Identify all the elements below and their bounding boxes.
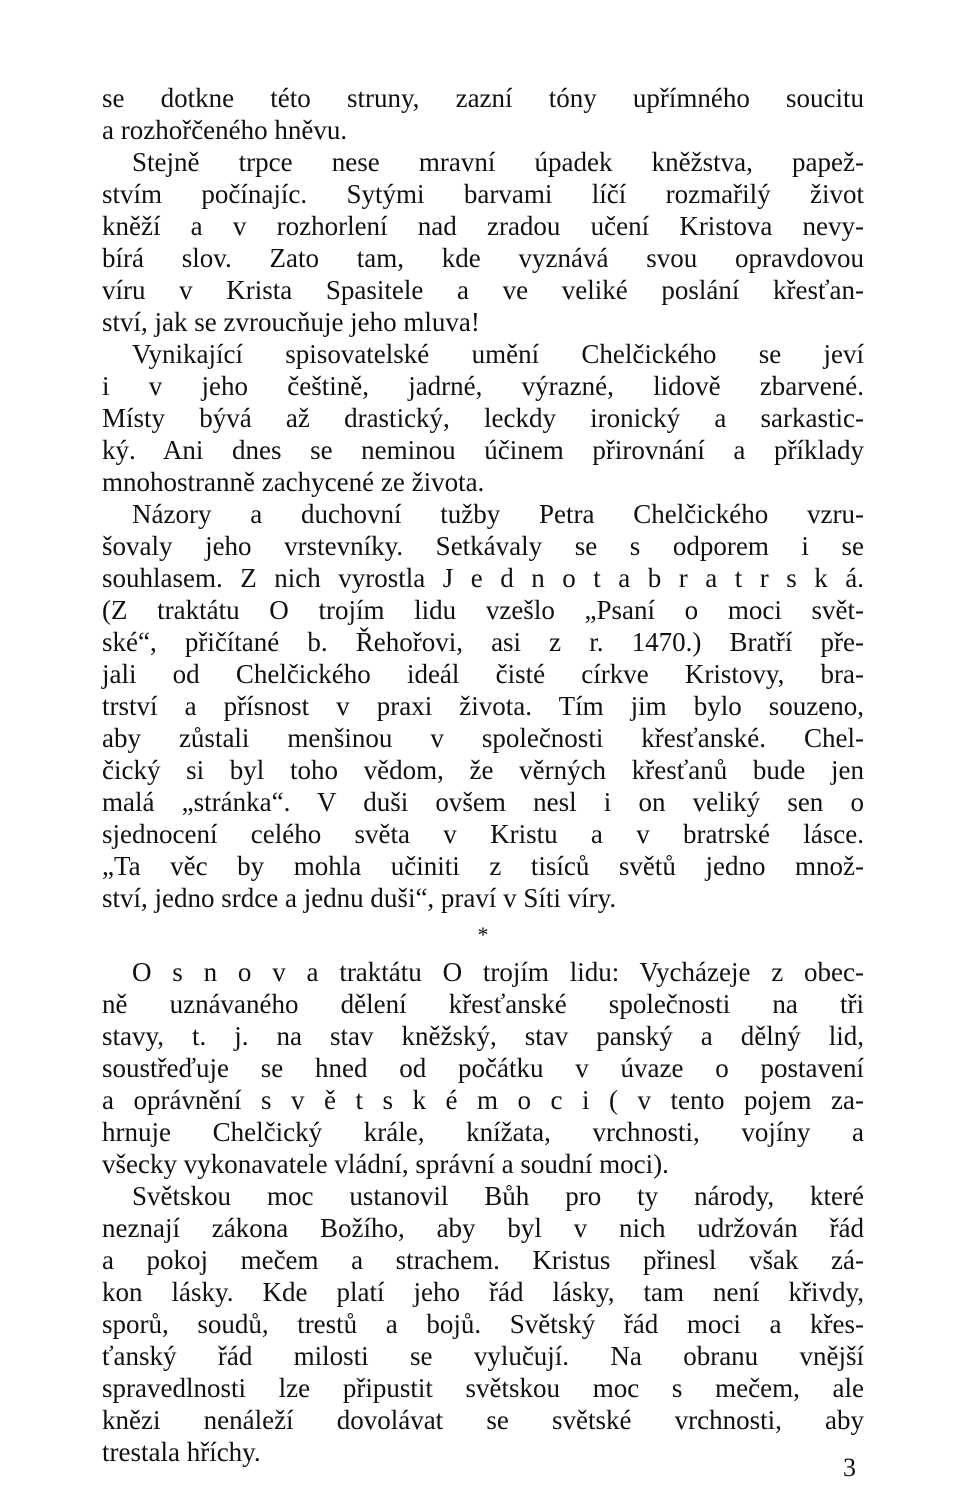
text-line: spravedlnosti lze připustit světskou moc s mečem, ale — [102, 1373, 864, 1403]
paragraph — [102, 338, 864, 498]
text-line: kněží a v rozhorlení nad zradou učení Kristova nevy- — [102, 211, 864, 241]
text-line: ťanský řád milosti se vylučují. Na obranu vnější — [102, 1341, 864, 1371]
text-line: a oprávnění s v ě t s k é m o c i ( v tento pojem za- — [102, 1085, 864, 1115]
text-line: čický si byl toho vědom, že věrných křesťanů bude jen — [102, 755, 864, 785]
text-line: hrnuje Chelčický krále, knížata, vrchnosti, vojíny a — [102, 1117, 864, 1147]
paragraph — [102, 82, 864, 146]
text-block-upper — [102, 82, 864, 914]
text-line: trestala hříchy. — [102, 1437, 261, 1467]
text-line: (Z traktátu O trojím lidu vzešlo „Psaní o moci svět- — [102, 595, 864, 625]
text-line: všecky vykonavatele vládní, správní a soudní moci). — [102, 1149, 669, 1179]
text-line: knězi nenáleží dovolávat se světské vrchnosti, aby — [102, 1405, 864, 1435]
text-line: stavy, t. j. na stav kněžský, stav panský a dělný lid, — [102, 1021, 864, 1051]
text-line: aby zůstali menšinou v společnosti křesťanské. Chel- — [102, 723, 864, 753]
paragraph — [102, 146, 864, 338]
section-asterisk: * — [477, 922, 489, 947]
text-line: O s n o v a traktátu O trojím lidu: Vycházeje z obec- — [132, 957, 864, 987]
text-line: sporů, soudů, trestů a bojů. Světský řád moci a křes- — [102, 1309, 864, 1339]
text-line: soustřeďuje se hned od počátku v úvaze o postavení — [102, 1053, 864, 1083]
text-line: víru v Krista Spasitele a ve veliké poslání křesťan- — [102, 275, 864, 305]
text-line: Místy bývá až drastický, leckdy ironický a sarkastic- — [102, 403, 864, 433]
text-line: jali od Chelčického ideál čisté církve Kristovy, bra- — [102, 659, 864, 689]
text-line: Světskou moc ustanovil Bůh pro ty národy, které — [132, 1181, 864, 1211]
text-line: Vynikající spisovatelské umění Chelčického se jeví — [132, 339, 864, 369]
text-line: a pokoj mečem a strachem. Kristus přinesl však zá- — [102, 1245, 864, 1275]
text-line: souhlasem. Z nich vyrostla J e d n o t a b r a t r s k á. — [102, 563, 864, 593]
text-line: „Ta věc by mohla učiniti z tisíců světů jedno množ- — [102, 851, 864, 881]
text-line: Názory a duchovní tužby Petra Chelčického vzru- — [132, 499, 864, 529]
text-line: se dotkne této struny, zazní tóny upřímného soucitu — [102, 83, 864, 113]
text-line: mnohostranně zachycené ze života. — [102, 467, 485, 497]
paragraph — [102, 498, 864, 914]
text-line: ství, jak se zvroucňuje jeho mluva! — [102, 307, 480, 337]
text-block-lower — [102, 956, 864, 1468]
text-line: a rozhořčeného hněvu. — [102, 115, 348, 145]
text-line: kon lásky. Kde platí jeho řád lásky, tam není křivdy, — [102, 1277, 864, 1307]
text-line: Stejně trpce nese mravní úpadek kněžstva, papež- — [132, 147, 864, 177]
text-line: sjednocení celého světa v Kristu a v bratrské lásce. — [102, 819, 864, 849]
paragraph — [102, 1180, 864, 1468]
paragraph — [102, 956, 864, 1180]
text-line: stvím počínajíc. Sytými barvami líčí rozmařilý život — [102, 179, 864, 209]
text-line: i v jeho češtině, jadrné, výrazné, lidově zbarvené. — [102, 371, 864, 401]
text-line: trství a přísnost v praxi života. Tím jim bylo souzeno, — [102, 691, 864, 721]
document-page — [102, 82, 864, 1468]
text-line: ně uznávaného dělení křesťanské společnosti na tři — [102, 989, 864, 1019]
text-line: ký. Ani dnes se neminou účinem přirovnání a příklady — [102, 435, 864, 465]
page-number: 3 — [843, 1453, 856, 1482]
text-line: ství, jedno srdce a jednu duši“, praví v Síti víry. — [102, 883, 617, 913]
text-line: ské“, přičítané b. Řehořovi, asi z r. 1470.) Bratří pře- — [102, 627, 864, 657]
text-line: bírá slov. Zato tam, kde vyznává svou opravdovou — [102, 243, 864, 273]
text-line: malá „stránka“. V duši ovšem nesl i on veliký sen o — [102, 787, 864, 817]
text-line: neznají zákona Božího, aby byl v nich udržován řád — [102, 1213, 864, 1243]
text-line: šovaly jeho vrstevníky. Setkávaly se s odporem i se — [102, 531, 864, 561]
